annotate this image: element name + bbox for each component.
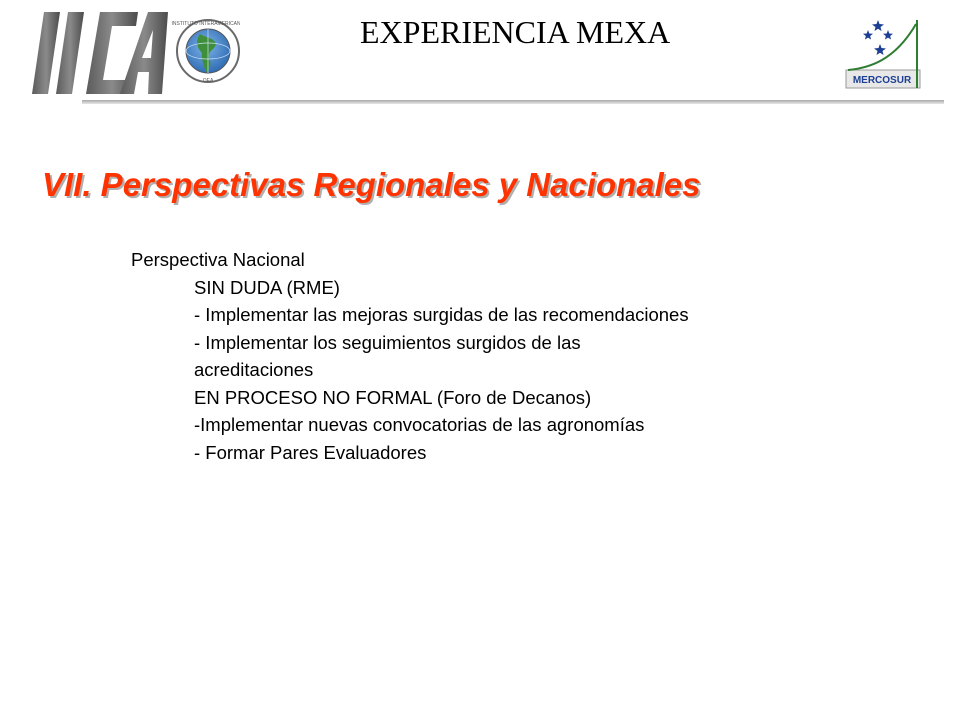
header-divider: [82, 100, 944, 104]
section-heading: VII. Perspectivas Regionales y Nacionales: [42, 166, 701, 203]
list-item: - Implementar los seguimientos surgidos de las: [194, 331, 581, 353]
iica-globe-seal-icon: [172, 20, 240, 84]
list-item: -Implementar nuevas convocatorias de las agronomías: [194, 414, 645, 435]
svg-text:OEA: OEA: [202, 78, 214, 84]
iica-logo: [30, 4, 240, 98]
subheading-perspectiva-nacional: Perspectiva Nacional: [131, 249, 305, 270]
body-content: [131, 246, 689, 466]
list-item: SIN DUDA (RME): [194, 276, 340, 298]
list-item: acreditaciones: [194, 359, 314, 380]
list-item: - Implementar las mejoras surgidas de las recomendaciones: [194, 304, 689, 325]
list-item: EN PROCESO NO FORMAL (Foro de Decanos): [194, 386, 592, 408]
iica-wordmark-icon: [30, 4, 240, 98]
svg-text:INSTITUTO INTERAMERICANO: INSTITUTO INTERAMERICANO: [171, 21, 240, 27]
southern-cross-stars-icon: [840, 14, 924, 92]
list-item: - Formar Pares Evaluadores: [194, 441, 427, 463]
svg-text:MERCOSUR: MERCOSUR: [852, 75, 912, 86]
mercosur-logo: [840, 14, 924, 92]
header-title: EXPERIENCIA MEXA: [360, 14, 671, 50]
